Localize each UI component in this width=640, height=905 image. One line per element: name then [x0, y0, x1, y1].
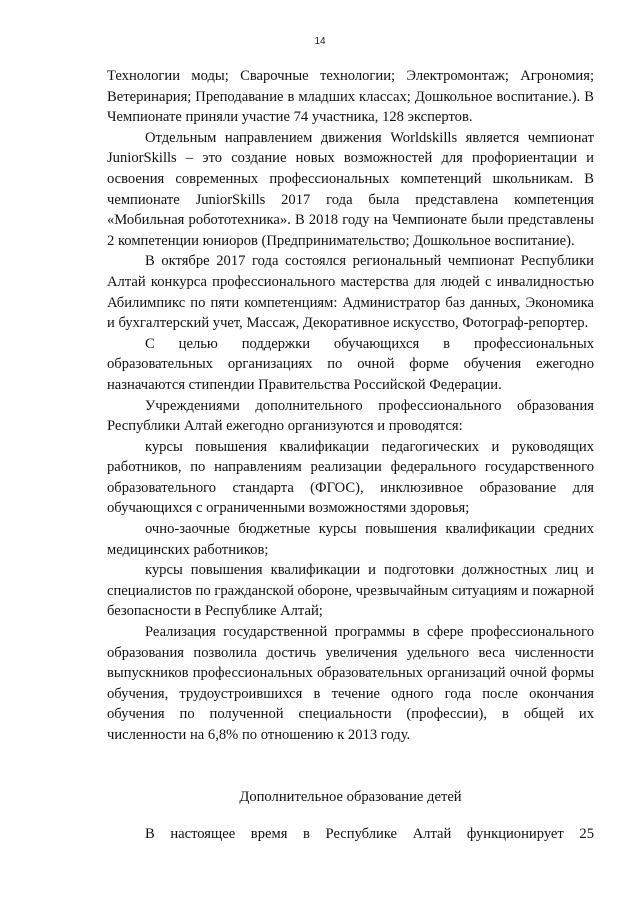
section-heading: Дополнительное образование детей — [239, 789, 462, 805]
paragraph: Технологии моды; Сварочные технологии; Электромонтаж; Агрономия; Ветеринария; Преподавание в младших классах; Дошкольное воспитание.). В Чемпионате приняли участие 74 участника, 128 экспертов. — [107, 68, 594, 126]
paragraph: курсы повышения квалификации педагогических и руководящих работников, по направлениям реализации федерального государственного образовательного стандарта (ФГОС), инклюзивное образование для обучающихся с ограниченными возможностями здоровья; — [107, 438, 594, 517]
paragraph: В октябре 2017 года состоялся региональный чемпионат Республики Алтай конкурса профессионального мастерства для людей с инвалидностью Абилимпикс по пяти компетенциям: Администратор баз данных, Экономика и бухгалтерский учет, Массаж, Декоративное искусство, Фотограф-репортер. — [107, 253, 594, 332]
body-text — [107, 66, 594, 746]
page-number: 14 — [314, 36, 326, 47]
paragraph: Отдельным направлением движения Worldskills является чемпионат JuniorSkills – это создание новых возможностей для профориентации и освоения современных профессиональных компетенций школьникам. В чемпионате JuniorSkills 2017 года была представлена компетенция «Мобильная робототехника». В 2018 году на Чемпионате были представлены 2 компетенции юниоров (Предпринимательство; Дошкольное воспитание). — [107, 129, 594, 249]
paragraph: С целью поддержки обучающихся в профессиональных образовательных организациях по очной форме обучения ежегодно назначаются стипендии Правительства Российской Федерации. — [107, 335, 594, 393]
paragraph: курсы повышения квалификации и подготовки должностных лиц и специалистов по гражданской обороне, чрезвычайным ситуациям и пожарной безопасности в Республике Алтай; — [107, 562, 594, 620]
paragraph: Учреждениями дополнительного профессионального образования Республики Алтай ежегодно организуются и проводятся: — [107, 397, 594, 435]
paragraph: Реализация государственной программы в сфере профессионального образования позволила достичь увеличения удельного веса численности выпускников профессиональных образовательных организаций очной формы обучения, трудоустроившихся в течение одного года после окончания обучения по полученной специальности (профессии), в общей их численности на 6,8% по отношению к 2013 году. — [107, 624, 594, 743]
paragraph-continued: В настоящее время в Республике Алтай функционирует 25 — [145, 826, 594, 842]
paragraph: очно-заочные бюджетные курсы повышения квалификации средних медицинских работников; — [107, 521, 594, 558]
